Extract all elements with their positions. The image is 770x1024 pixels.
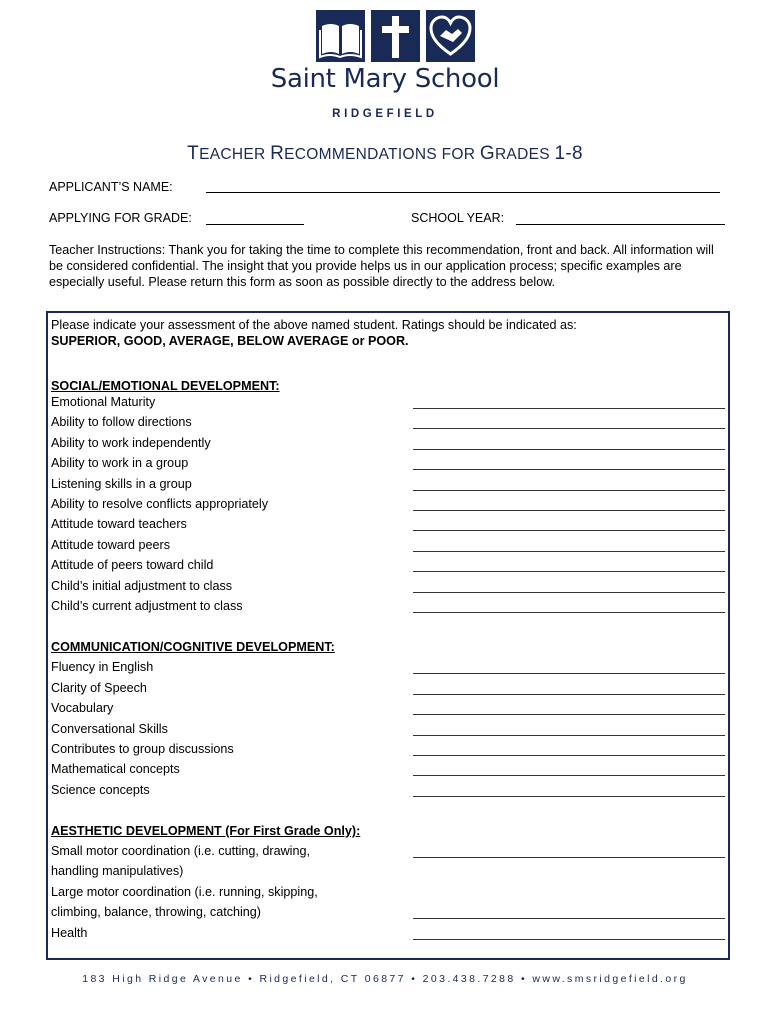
document-title: TEACHER RECOMMENDATIONS FOR GRADES 1-8 [187,143,583,164]
list-item: Child’s initial adjustment to class [51,579,233,593]
rating-field[interactable] [413,735,725,736]
list-item: Mathematical concepts [51,762,180,776]
rating-field[interactable] [413,490,725,491]
list-item: Emotional Maturity [51,395,156,409]
rating-field[interactable] [413,530,725,531]
rating-field[interactable] [413,673,725,674]
list-item: Fluency in English [51,660,154,674]
heart-handshake-icon [426,10,475,62]
book-icon [316,10,365,62]
list-item: Health [51,926,88,940]
school-name: Saint Mary School [270,64,500,94]
section-heading-aesthetic: AESTHETIC DEVELOPMENT (For First Grade Only): [51,824,361,838]
applicant-name-field[interactable] [206,192,720,193]
rating-field[interactable] [413,592,725,593]
rating-field[interactable] [413,755,725,756]
rating-field[interactable] [413,449,725,450]
list-item: Ability to resolve conflicts appropriately [51,497,268,511]
rating-field[interactable] [413,714,725,715]
rating-field[interactable] [413,796,725,797]
list-item: Ability to work independently [51,436,211,450]
rating-field[interactable] [413,775,725,776]
list-item: Child’s current adjustment to class [51,599,243,613]
section-heading-social: SOCIAL/EMOTIONAL DEVELOPMENT: [51,379,280,393]
applying-grade-label: APPLYING FOR GRADE: [49,211,192,225]
list-item: Vocabulary [51,701,114,715]
rating-scale: SUPERIOR, GOOD, AVERAGE, BELOW AVERAGE or POOR. [51,334,409,348]
list-item: Small motor coordination (i.e. cutting, drawing, [51,844,310,858]
list-item: Clarity of Speech [51,681,147,695]
footer-address: 183 High Ridge Avenue • Ridgefield, CT 06877 • 203.438.7288 • www.smsridgefield.org [82,973,688,985]
rating-field[interactable] [413,857,725,858]
school-logo [316,10,475,62]
rating-field[interactable] [413,571,725,572]
assessment-intro: Please indicate your assessment of the above named student. Ratings should be indicated as: SUPERIOR, GOOD, AVERAGE, BELOW AVERAGE or POOR. [51,318,577,348]
teacher-instructions: Teacher Instructions: Thank you for taking the time to complete this recommendation, front and back. All information will be considered confidential. The insight that you provide helps us in our application process; specific examples are especially useful. Please return this form as soon as possible directly to the address below. [49,243,714,289]
list-item: Ability to follow directions [51,415,192,429]
list-item: Attitude toward peers [51,538,171,552]
list-item: handling manipulatives) [51,864,184,878]
rating-field[interactable] [413,551,725,552]
rating-field[interactable] [413,408,725,409]
list-item: Attitude of peers toward child [51,558,214,572]
list-item: Science concepts [51,783,150,797]
list-item: Attitude toward teachers [51,517,187,531]
applicant-name-label: APPLICANT’S NAME: [49,180,173,194]
rating-field[interactable] [413,939,725,940]
rating-field[interactable] [413,510,725,511]
applying-grade-field[interactable] [206,224,304,225]
rating-field[interactable] [413,694,725,695]
rating-field[interactable] [413,918,725,919]
section-heading-communication: COMMUNICATION/COGNITIVE DEVELOPMENT: [51,640,335,654]
school-location: RIDGEFIELD [332,108,438,120]
list-item: Large motor coordination (i.e. running, skipping, [51,885,318,899]
school-year-label: SCHOOL YEAR: [411,211,505,225]
list-item: climbing, balance, throwing, catching) [51,905,262,919]
list-item: Conversational Skills [51,722,168,736]
rating-field[interactable] [413,469,725,470]
cross-icon [371,10,420,62]
list-item: Listening skills in a group [51,477,192,491]
rating-field[interactable] [413,428,725,429]
rating-field[interactable] [413,612,725,613]
school-year-field[interactable] [516,224,725,225]
list-item: Contributes to group discussions [51,742,234,756]
list-item: Ability to work in a group [51,456,189,470]
